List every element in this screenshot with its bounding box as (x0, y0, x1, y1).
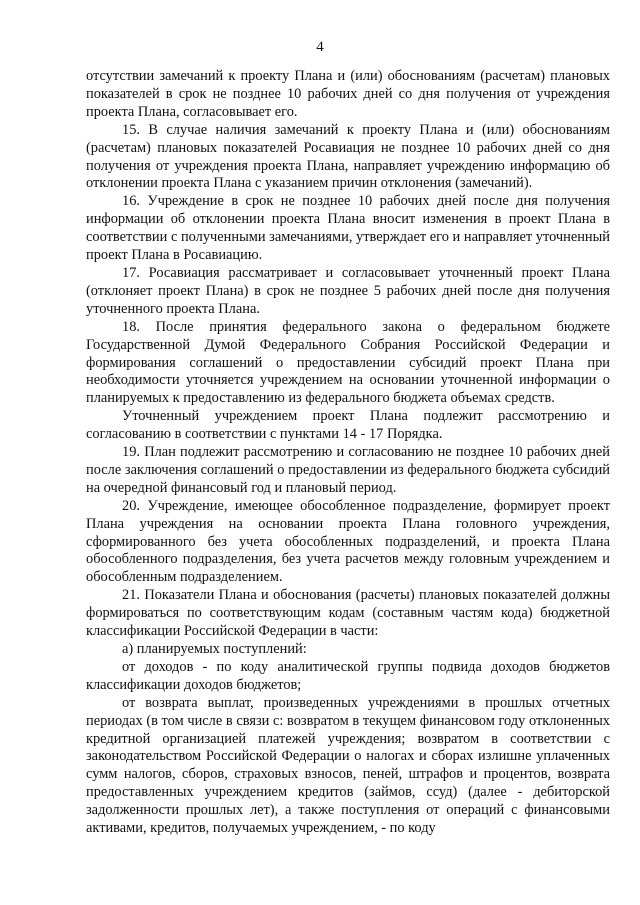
paragraph-item-20: 20. Учреждение, имеющее обособленное подразделение, формирует проект Плана учреждения на основании проекта Плана головного учреждения, сформированного без учета обособленных подразделений, и проекта Плана обособленного подразделения, без учета расчетов между головным учреждением и обособленным подразделением. (86, 497, 610, 586)
paragraph-continuation: отсутствии замечаний к проекту Плана и (или) обоснованиям (расчетам) плановых показателей в срок не позднее 10 рабочих дней со дня получения от учреждения проекта Плана, согласовывает его. (86, 68, 610, 120)
paragraph-income: от доходов - по коду аналитической группы подвида доходов бюджетов классификации доходов бюджетов; (86, 658, 610, 693)
paragraph-item-17: 17. Росавиация рассматривает и согласовывает уточненный проект Плана (отклоняет проект Плана) в срок не позднее 5 рабочих дней после дня получения уточненного проекта Плана. (86, 264, 610, 317)
page-number: 4 (316, 39, 324, 55)
paragraph-item-16: 16. Учреждение в срок не позднее 10 рабочих дней после дня получения информации об отклонении проекта Плана вносит изменения в проект Плана в соответствии с полученными замечаниями, утверждает его и направляет уточненный проект Плана в Росавиацию. (86, 193, 610, 264)
paragraph-item-18: 18. После принятия федерального закона о федеральном бюджете Государственной Думой Федерального Собрания Российской Федерации и формирования соглашений о предоставлении субсидий проект Плана при необходимости уточняется учреждением на основании уточненной информации о планируемых к предоставлению из федерального бюджета объемах средств. (86, 318, 610, 407)
paragraph-subitem-a: а) планируемых поступлений: (122, 641, 307, 657)
paragraph-item-21: 21. Показатели Плана и обоснования (расчеты) плановых показателей должны формироваться по соответствующим кодам (составным частям кода) бюджетной классификации Российской Федерации в части: (86, 587, 610, 640)
paragraph-item-18-note: Уточненный учреждением проект Плана подлежит рассмотрению и согласованию в соответствии с пунктами 14 - 17 Порядка. (86, 408, 610, 443)
paragraph-refunds: от возврата выплат, произведенных учреждениями в прошлых отчетных периодах (в том числе в связи с: возвратом в текущем финансовом году отклоненных кредитной организацией платежей учреждения; возвратом в соответствии с законодательством Российской Федерации о налогах и сборах излишне уплаченных сумм налогов, сборов, страховых взносов, пеней, штрафов и процентов, возврата предоставленных учреждением кредитов (займов, ссуд) (далее - дебиторской задолженности прошлых лет), а также поступления от операций с финансовыми активами, кредитов, получаемых учреждением, - по коду (86, 694, 610, 837)
paragraph-item-15: 15. В случае наличия замечаний к проекту Плана и (или) обоснованиям (расчетам) плановых показателей Росавиация не позднее 10 рабочих дней со дня получения от учреждения проекта Плана, направляет учреждению информацию об отклонении проекта Плана с указанием причин отклонения (замечаний). (86, 121, 610, 192)
paragraph-item-19: 19. План подлежит рассмотрению и согласованию не позднее 10 рабочих дней после заключения соглашений о предоставлении из федерального бюджета субсидий на очередной финансовый год и плановый период. (86, 444, 610, 496)
document-body (86, 68, 610, 838)
